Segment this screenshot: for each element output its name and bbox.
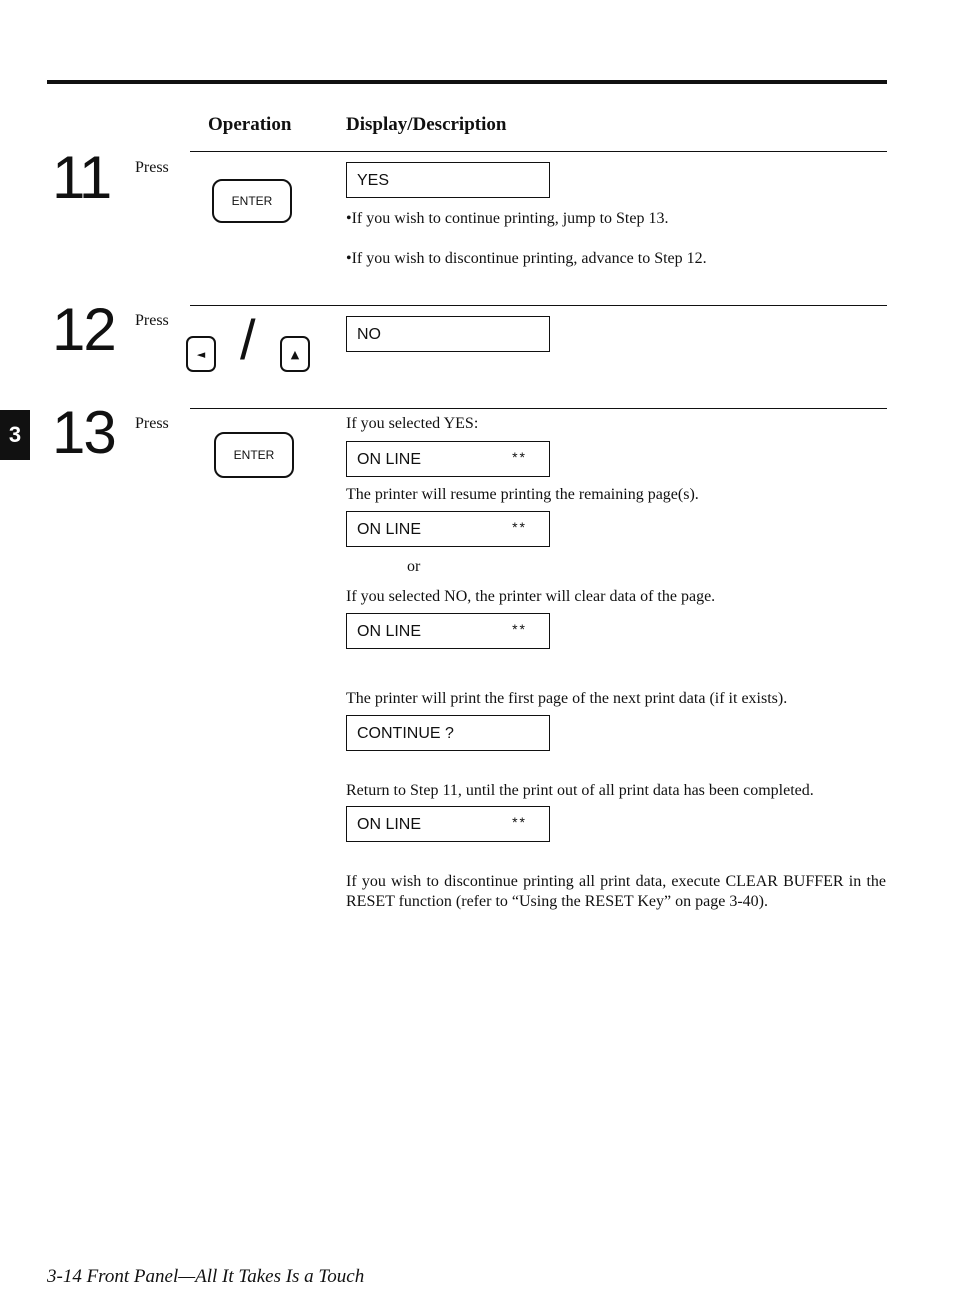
lcd-display-yes — [346, 162, 550, 198]
step-12-number: 12 — [52, 296, 115, 363]
lcd-stars: ** — [512, 621, 527, 637]
step-12-rule — [190, 305, 887, 306]
step-13-first-page-text: The printer will print the first page of the next print data (if it exists). — [346, 690, 788, 707]
step-13-number: 13 — [52, 399, 115, 466]
chapter-tab: 3 — [0, 410, 30, 460]
step-11-bullet-continue: •If you wish to continue printing, jump to Step 13. — [346, 210, 669, 227]
up-arrow-key-icon: ▲ — [280, 336, 310, 372]
lcd-stars: ** — [512, 519, 527, 535]
lcd-display-online-1 — [346, 441, 550, 477]
lcd-display-continue — [346, 715, 550, 751]
step-11-bullet-discontinue: •If you wish to discontinue printing, advance to Step 12. — [346, 250, 707, 267]
step-13-press-label: Press — [135, 415, 169, 432]
step-13-return-text: Return to Step 11, until the print out of all print data has been completed. — [346, 782, 814, 799]
page-footer: 3-14 Front Panel—All It Takes Is a Touch — [47, 1266, 365, 1287]
step-13-or: or — [407, 558, 421, 575]
lcd-text: ON LINE — [357, 623, 422, 640]
top-rule — [47, 80, 887, 84]
lcd-stars: ** — [512, 814, 527, 830]
lcd-stars: ** — [512, 449, 527, 465]
lcd-text: ON LINE — [357, 816, 422, 833]
column-header-display: Display/Description — [346, 114, 507, 135]
column-header-operation: Operation — [208, 114, 292, 135]
step-13-rule — [190, 408, 887, 409]
lcd-text: CONTINUE ? — [357, 725, 454, 742]
step-13-discontinue-text: If you wish to discontinue printing all print data, execute CLEAR BUFFER in the RESET function (refer to “Using the RESET Key” on page 3-40). — [346, 873, 886, 910]
left-arrow-key-icon: ◄ — [186, 336, 216, 372]
step-12-press-label: Press — [135, 312, 169, 329]
lcd-text: NO — [357, 326, 381, 343]
key-separator-slash: / — [240, 308, 256, 371]
lcd-text: ON LINE — [357, 451, 422, 468]
step-13-resume-text: The printer will resume printing the remaining page(s). — [346, 486, 699, 503]
enter-key-icon: ENTER — [212, 179, 292, 223]
lcd-display-online-4 — [346, 806, 550, 842]
lcd-display-online-2 — [346, 511, 550, 547]
lcd-display-no — [346, 316, 550, 352]
step-13-yes-intro: If you selected YES: — [346, 415, 479, 432]
step-11-rule — [190, 151, 887, 152]
enter-key-icon: ENTER — [214, 432, 294, 478]
lcd-display-online-3 — [346, 613, 550, 649]
step-11-number: 11 — [52, 144, 111, 211]
step-13-no-intro: If you selected NO, the printer will clear data of the page. — [346, 588, 716, 605]
lcd-text: ON LINE — [357, 521, 422, 538]
lcd-text: YES — [357, 172, 390, 189]
step-11-press-label: Press — [135, 159, 169, 176]
